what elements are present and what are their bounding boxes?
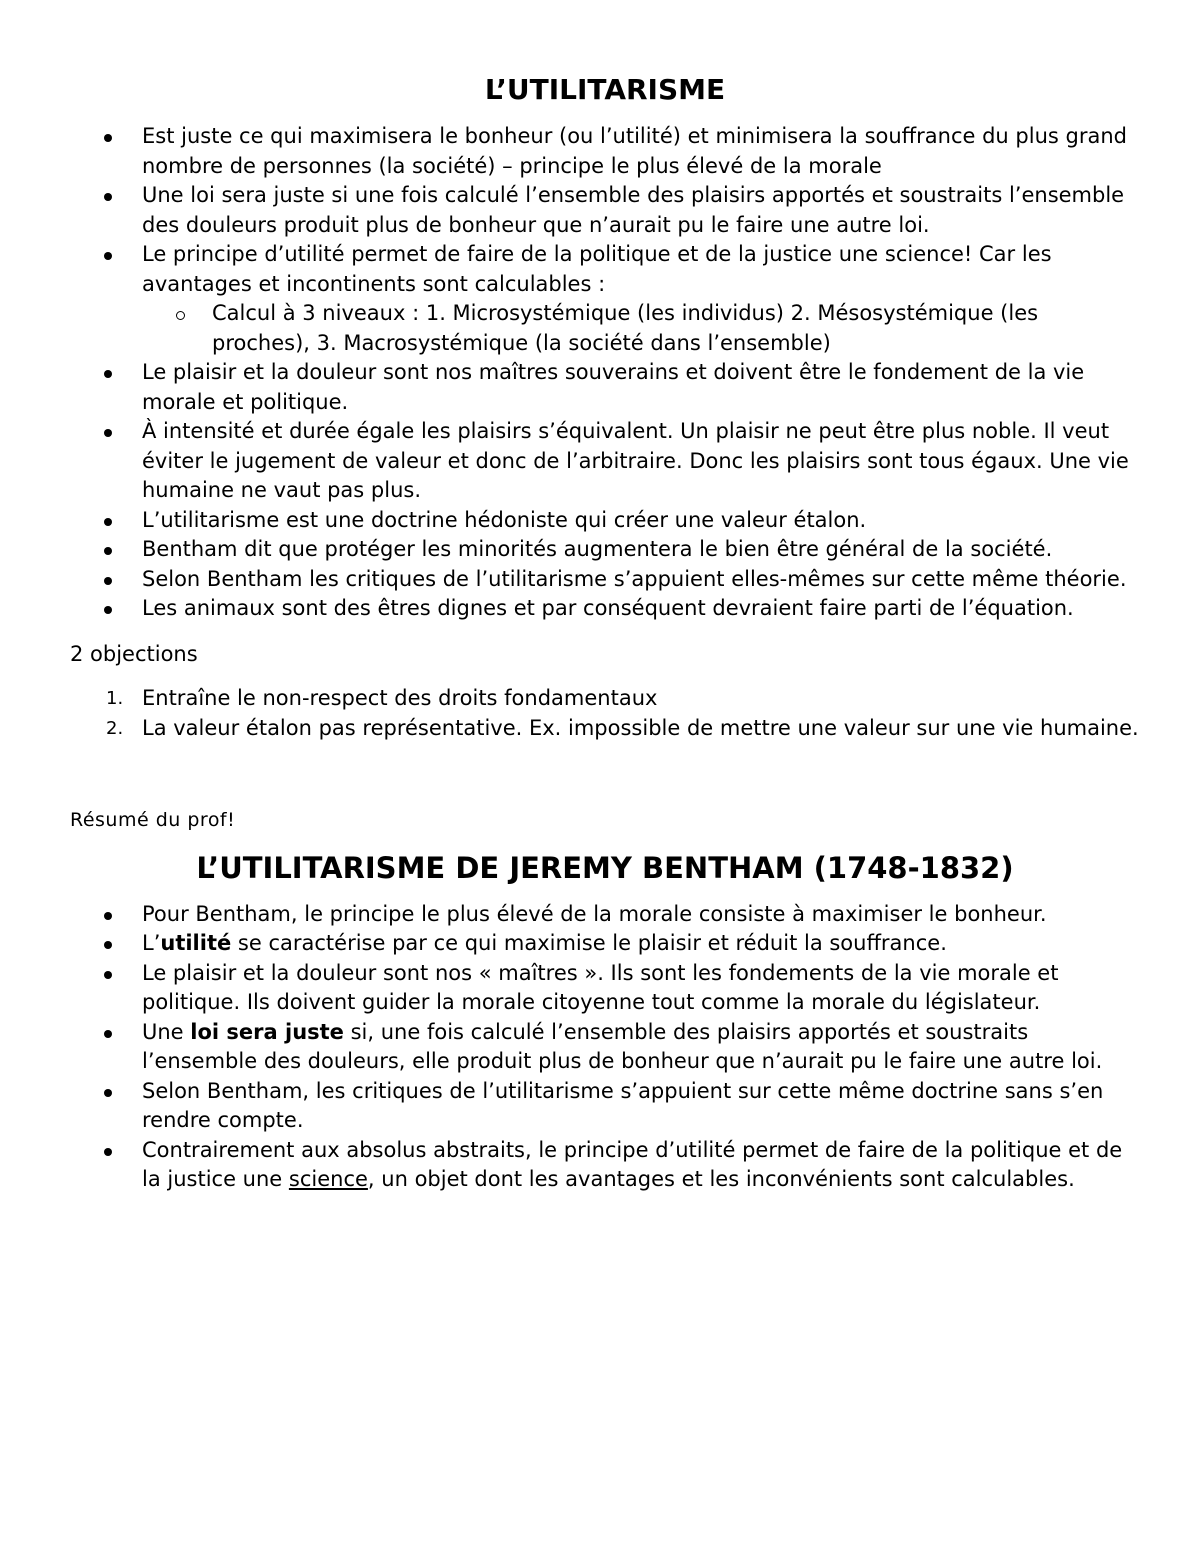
list-item: Selon Bentham, les critiques de l’utilitarisme s’appuient sur cette même doctrine sans s’en rendre compte. [70,1077,1140,1136]
list-item: Les animaux sont des êtres dignes et par conséquent devraient faire parti de l’équation. [70,594,1140,624]
sub-list-item: Calcul à 3 niveaux : 1. Microsystémique (les individus) 2. Mésosystémique (les proches), 3. Macrosystémique (la société dans l’ensemble) [70,299,1140,358]
text-run: Contrairement aux absolus abstraits, le principe d’utilité permet de faire de la politique et de la justice une [142,1137,1123,1191]
bold-term: loi sera juste [190,1019,344,1044]
list-item: Le principe d’utilité permet de faire de la politique et de la justice une science! Car les avantages et incontinents sont calculables : [70,240,1140,299]
sub-bullet-list [70,299,1140,358]
list-item: Le plaisir et la douleur sont nos maîtres souverains et doivent être le fondement de la vie morale et politique. [70,358,1140,417]
list-item [70,929,1140,959]
list-item [70,1136,1140,1195]
list-item: Une loi sera juste si une fois calculé l’ensemble des plaisirs apportés et soustraits l’ensemble des douleurs produit plus de bonheur que n’aurait pu le faire une autre loi. [70,181,1140,240]
list-item [70,1018,1140,1077]
resume-label: Résumé du prof! [70,809,236,831]
text-run: , un objet dont les avantages et les inconvénients sont calculables. [367,1167,1075,1191]
list-number: 2. [106,717,124,739]
list-item: Bentham dit que protéger les minorités augmentera le bien être général de la société. [70,535,1140,565]
objection-text: La valeur étalon pas représentative. Ex. impossible de mettre une valeur sur une vie humaine. [142,715,1139,740]
list-item: L’utilitarisme est une doctrine hédoniste qui créer une valeur étalon. [70,506,1140,536]
objections-list [70,684,1140,743]
section-title-bentham: L’UTILITARISME DE JEREMY BENTHAM (1748-1832) [196,850,1014,885]
text-run: Une [142,1019,191,1044]
section-title-utilitarisme: L’UTILITARISME [484,73,726,106]
text-run: L’ [142,931,161,955]
text-run: se caractérise par ce qui maximise le plaisir et réduit la souffrance. [231,931,947,955]
underlined-term: science [288,1167,368,1191]
list-item: Pour Bentham, le principe le plus élevé de la morale consiste à maximiser le bonheur. [70,900,1140,930]
objection-item [70,684,1140,714]
list-number: 1. [106,688,124,709]
objection-item [70,714,1140,744]
text-run: si, une fois calculé l’ensemble des plaisirs apportés et soustraits l’ensemble des douleurs, elle produit plus de bonheur que n’aurait pu le faire une autre loi. [142,1019,1103,1073]
bold-term: utilité [160,931,232,955]
bullet-list-main [70,122,1140,299]
objections-heading: 2 objections [70,641,198,666]
list-item: Selon Bentham les critiques de l’utilitarisme s’appuient elles-mêmes sur cette même théorie. [70,565,1140,595]
document-content [70,72,1140,1195]
bullet-list-bentham [70,900,1140,1195]
list-item: Le plaisir et la douleur sont nos « maîtres ». Ils sont les fondements de la vie morale et politique. Ils doivent guider la morale citoyenne tout comme la morale du législateur. [70,959,1140,1018]
list-item: Est juste ce qui maximisera le bonheur (ou l’utilité) et minimisera la souffrance du plus grand nombre de personnes (la société) – principe le plus élevé de la morale [70,122,1140,181]
objection-text: Entraîne le non-respect des droits fondamentaux [142,686,658,710]
bullet-list-main-continued [70,358,1140,624]
list-item: À intensité et durée égale les plaisirs s’équivalent. Un plaisir ne peut être plus noble. Il veut éviter le jugement de valeur et donc de l’arbitraire. Donc les plaisirs sont tous égaux. Une vie humaine ne vaut pas plus. [70,417,1140,506]
